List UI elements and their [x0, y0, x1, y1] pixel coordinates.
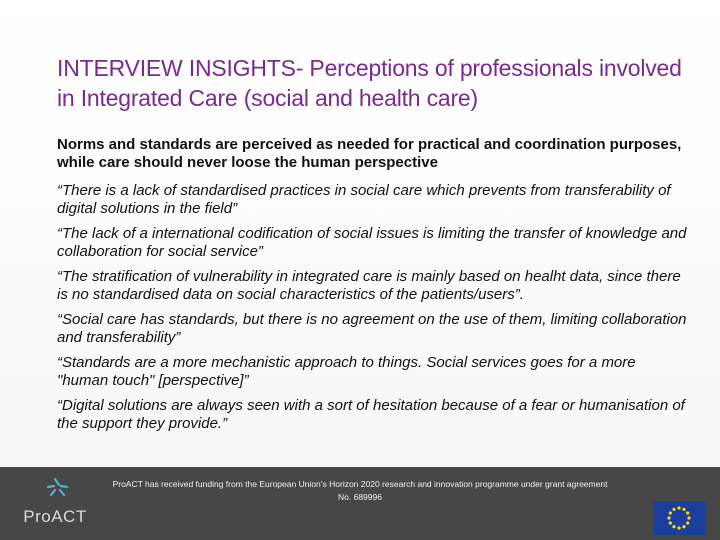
- slide-body: [57, 136, 687, 440]
- quote-5: “Standards are a more mechanistic approach to things. Social services goes for a more "human touch" [perspective]”: [57, 354, 636, 389]
- lead-statement: Norms and standards are perceived as needed for practical and coordination purposes, while care should never loose the human perspective: [57, 136, 682, 171]
- quote-1: “There is a lack of standardised practices in social care which prevents from transferability of digital solutions in the field”: [57, 182, 671, 217]
- quote-2: “The lack of a international codification of social issues is limiting the transfer of knowledge and collaboration for social service”: [57, 225, 687, 260]
- quote-3: “The stratification of vulnerability in integrated care is mainly based on healht data, since there is no standardised data on social characteristics of the patients/users”.: [57, 268, 681, 303]
- slide-title: INTERVIEW INSIGHTS- Perceptions of professionals involved in Integrated Care (social and health care): [57, 55, 682, 111]
- quote-6: “Digital solutions are always seen with a sort of hesitation because of a fear or humanisation of the support they provide.”: [57, 397, 685, 432]
- logo-wordmark: ProACT: [23, 507, 87, 526]
- proact-logo: [20, 475, 90, 535]
- funding-statement: ProACT has received funding from the European Union’s Horizon 2020 research and innovation programme under grant agreement No. 689996: [112, 479, 608, 502]
- eu-flag-icon: [653, 501, 705, 535]
- quote-4: “Social care has standards, but there is no agreement on the use of them, limiting collaboration and transferability”: [57, 311, 687, 346]
- footer-bar: [0, 467, 720, 540]
- proact-logo-mark: [20, 475, 90, 505]
